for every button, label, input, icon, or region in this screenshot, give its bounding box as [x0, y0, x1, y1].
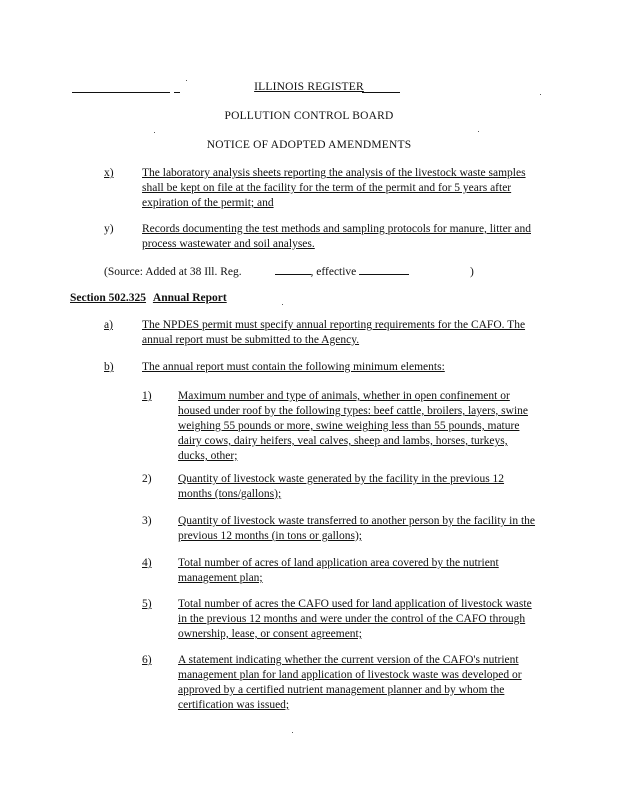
section-number: Section 502.325 — [70, 292, 147, 304]
sub-item-3-marker: 3) — [142, 515, 152, 527]
sub-item-5-marker: 5) — [142, 598, 152, 610]
scan-speck — [292, 732, 293, 733]
source-prefix: (Source: Added at 38 Ill. Reg. — [104, 266, 242, 278]
item-x-marker: x) — [104, 167, 114, 179]
item-y-text: Records documenting the test methods and sampling protocols for manure, litter and process wastewater and soil analyses. — [142, 223, 531, 250]
sub-item-1-marker: 1) — [142, 390, 152, 402]
sub-item-4-text: Total number of acres of land application area covered by the nutrient management plan; — [178, 557, 499, 584]
board-name: POLLUTION CONTROL BOARD — [224, 110, 394, 122]
scan-speck — [540, 94, 541, 95]
scan-speck — [154, 132, 155, 133]
sub-item-6-marker: 6) — [142, 654, 152, 666]
source-date-blank — [359, 263, 409, 275]
sub-item-4-marker: 4) — [142, 557, 152, 569]
section-heading — [70, 291, 227, 306]
source-line — [104, 263, 524, 280]
section-item-a-text: The NPDES permit must specify annual reporting requirements for the CAFO. The annual report must be submitted to the Agency. — [142, 319, 526, 346]
scan-speck — [478, 131, 479, 132]
sub-item-2-text: Quantity of livestock waste generated by the facility in the previous 12 months (tons/gallons); — [178, 473, 505, 500]
scan-speck — [282, 304, 283, 305]
sub-item-6-text: A statement indicating whether the current version of the CAFO's nutrient management plan for land application of livestock waste was developed or approved by a certified nutrient management planner and by whom the certification was issued; — [178, 654, 522, 711]
section-item-a-marker: a) — [104, 319, 113, 331]
section-item-b-text: The annual report must contain the following minimum elements: — [142, 361, 445, 373]
register-title: ILLINOIS REGISTER — [254, 81, 364, 93]
notice-title: NOTICE OF ADOPTED AMENDMENTS — [206, 139, 412, 151]
source-volume-blank — [275, 263, 311, 275]
section-item-b-marker: b) — [104, 361, 114, 373]
source-close: ) — [470, 266, 474, 278]
sub-item-5-text: Total number of acres the CAFO used for land application of livestock waste in the previous 12 months and were under the control of the CAFO through ownership, lease, or consent agreement; — [178, 598, 532, 640]
scan-speck — [186, 80, 187, 81]
header-title-rule-extension — [362, 92, 400, 93]
item-x-text: The laboratory analysis sheets reporting the analysis of the livestock waste samples shall be kept on file at the facility for the term of the permit and for 5 years after expiration of the permit; and — [142, 167, 526, 209]
source-effective: , effective — [310, 266, 357, 278]
section-title: Annual Report — [152, 292, 227, 304]
item-y-marker: y) — [104, 223, 114, 235]
sub-item-3-text: Quantity of livestock waste transferred to another person by the facility in the previous 12 months (in tons or gallons); — [178, 515, 536, 542]
sub-item-1-text: Maximum number and type of animals, whether in open confinement or housed under roof by the following types: beef cattle, broilers, layers, swine weighing 55 pounds or more, swine weighing less than 55 pounds, mature dairy cows, dairy heifers, veal calves, sheep and lambs, horses, turkeys, ducks, other; — [178, 390, 529, 462]
sub-item-2-marker: 2) — [142, 473, 152, 485]
